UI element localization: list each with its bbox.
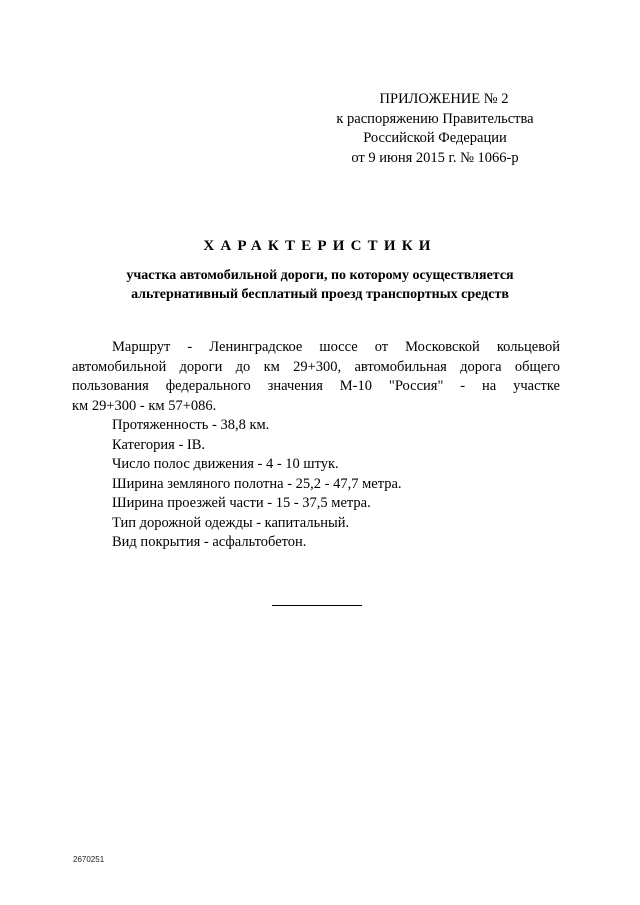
appendix-header: [330, 90, 540, 168]
appendix-line-decree: к распоряжению Правительства: [336, 110, 534, 127]
length-item: Протяженность - 38,8 км.: [112, 417, 270, 433]
lanes-item: Число полос движения - 4 - 10 штук.: [112, 456, 339, 472]
category-item: Категория - IВ.: [112, 436, 206, 453]
closing-rule: [272, 605, 362, 606]
document-body: [72, 338, 560, 553]
route-line-2: автомобильной дороги до км 29+300, автомобильная дорога общего: [72, 358, 560, 375]
route-line-4: км 29+300 - км 57+086.: [72, 397, 217, 414]
roadbed-width-item: Ширина земляного полотна - 25,2 - 47,7 метра.: [112, 475, 402, 492]
carriageway-width-item: Ширина проезжей части - 15 - 37,5 метра.: [112, 495, 371, 511]
subtitle-line-2: альтернативный бесплатный проезд транспортных средств: [131, 287, 509, 302]
subtitle-line-1: участка автомобильной дороги, по которому осуществляется: [126, 268, 514, 283]
appendix-line-date: от 9 июня 2015 г. № 1066-р: [351, 149, 519, 166]
route-paragraph: [72, 338, 560, 416]
document-title: ХАРАКТЕРИСТИКИ: [203, 238, 437, 254]
appendix-line-government: Российской Федерации: [363, 130, 507, 146]
document-subtitle: [80, 266, 560, 304]
document-number: 2670251: [73, 855, 105, 864]
surface-type-item: Вид покрытия - асфальтобетон.: [112, 534, 307, 550]
appendix-title: ПРИЛОЖЕНИЕ № 2: [379, 91, 509, 107]
route-line-1: Маршрут - Ленинградское шоссе от Московской кольцевой: [112, 339, 560, 355]
pavement-type-item: Тип дорожной одежды - капитальный.: [112, 514, 350, 531]
route-line-3: пользования федерального значения М-10 "Россия" - на участке: [72, 378, 560, 394]
